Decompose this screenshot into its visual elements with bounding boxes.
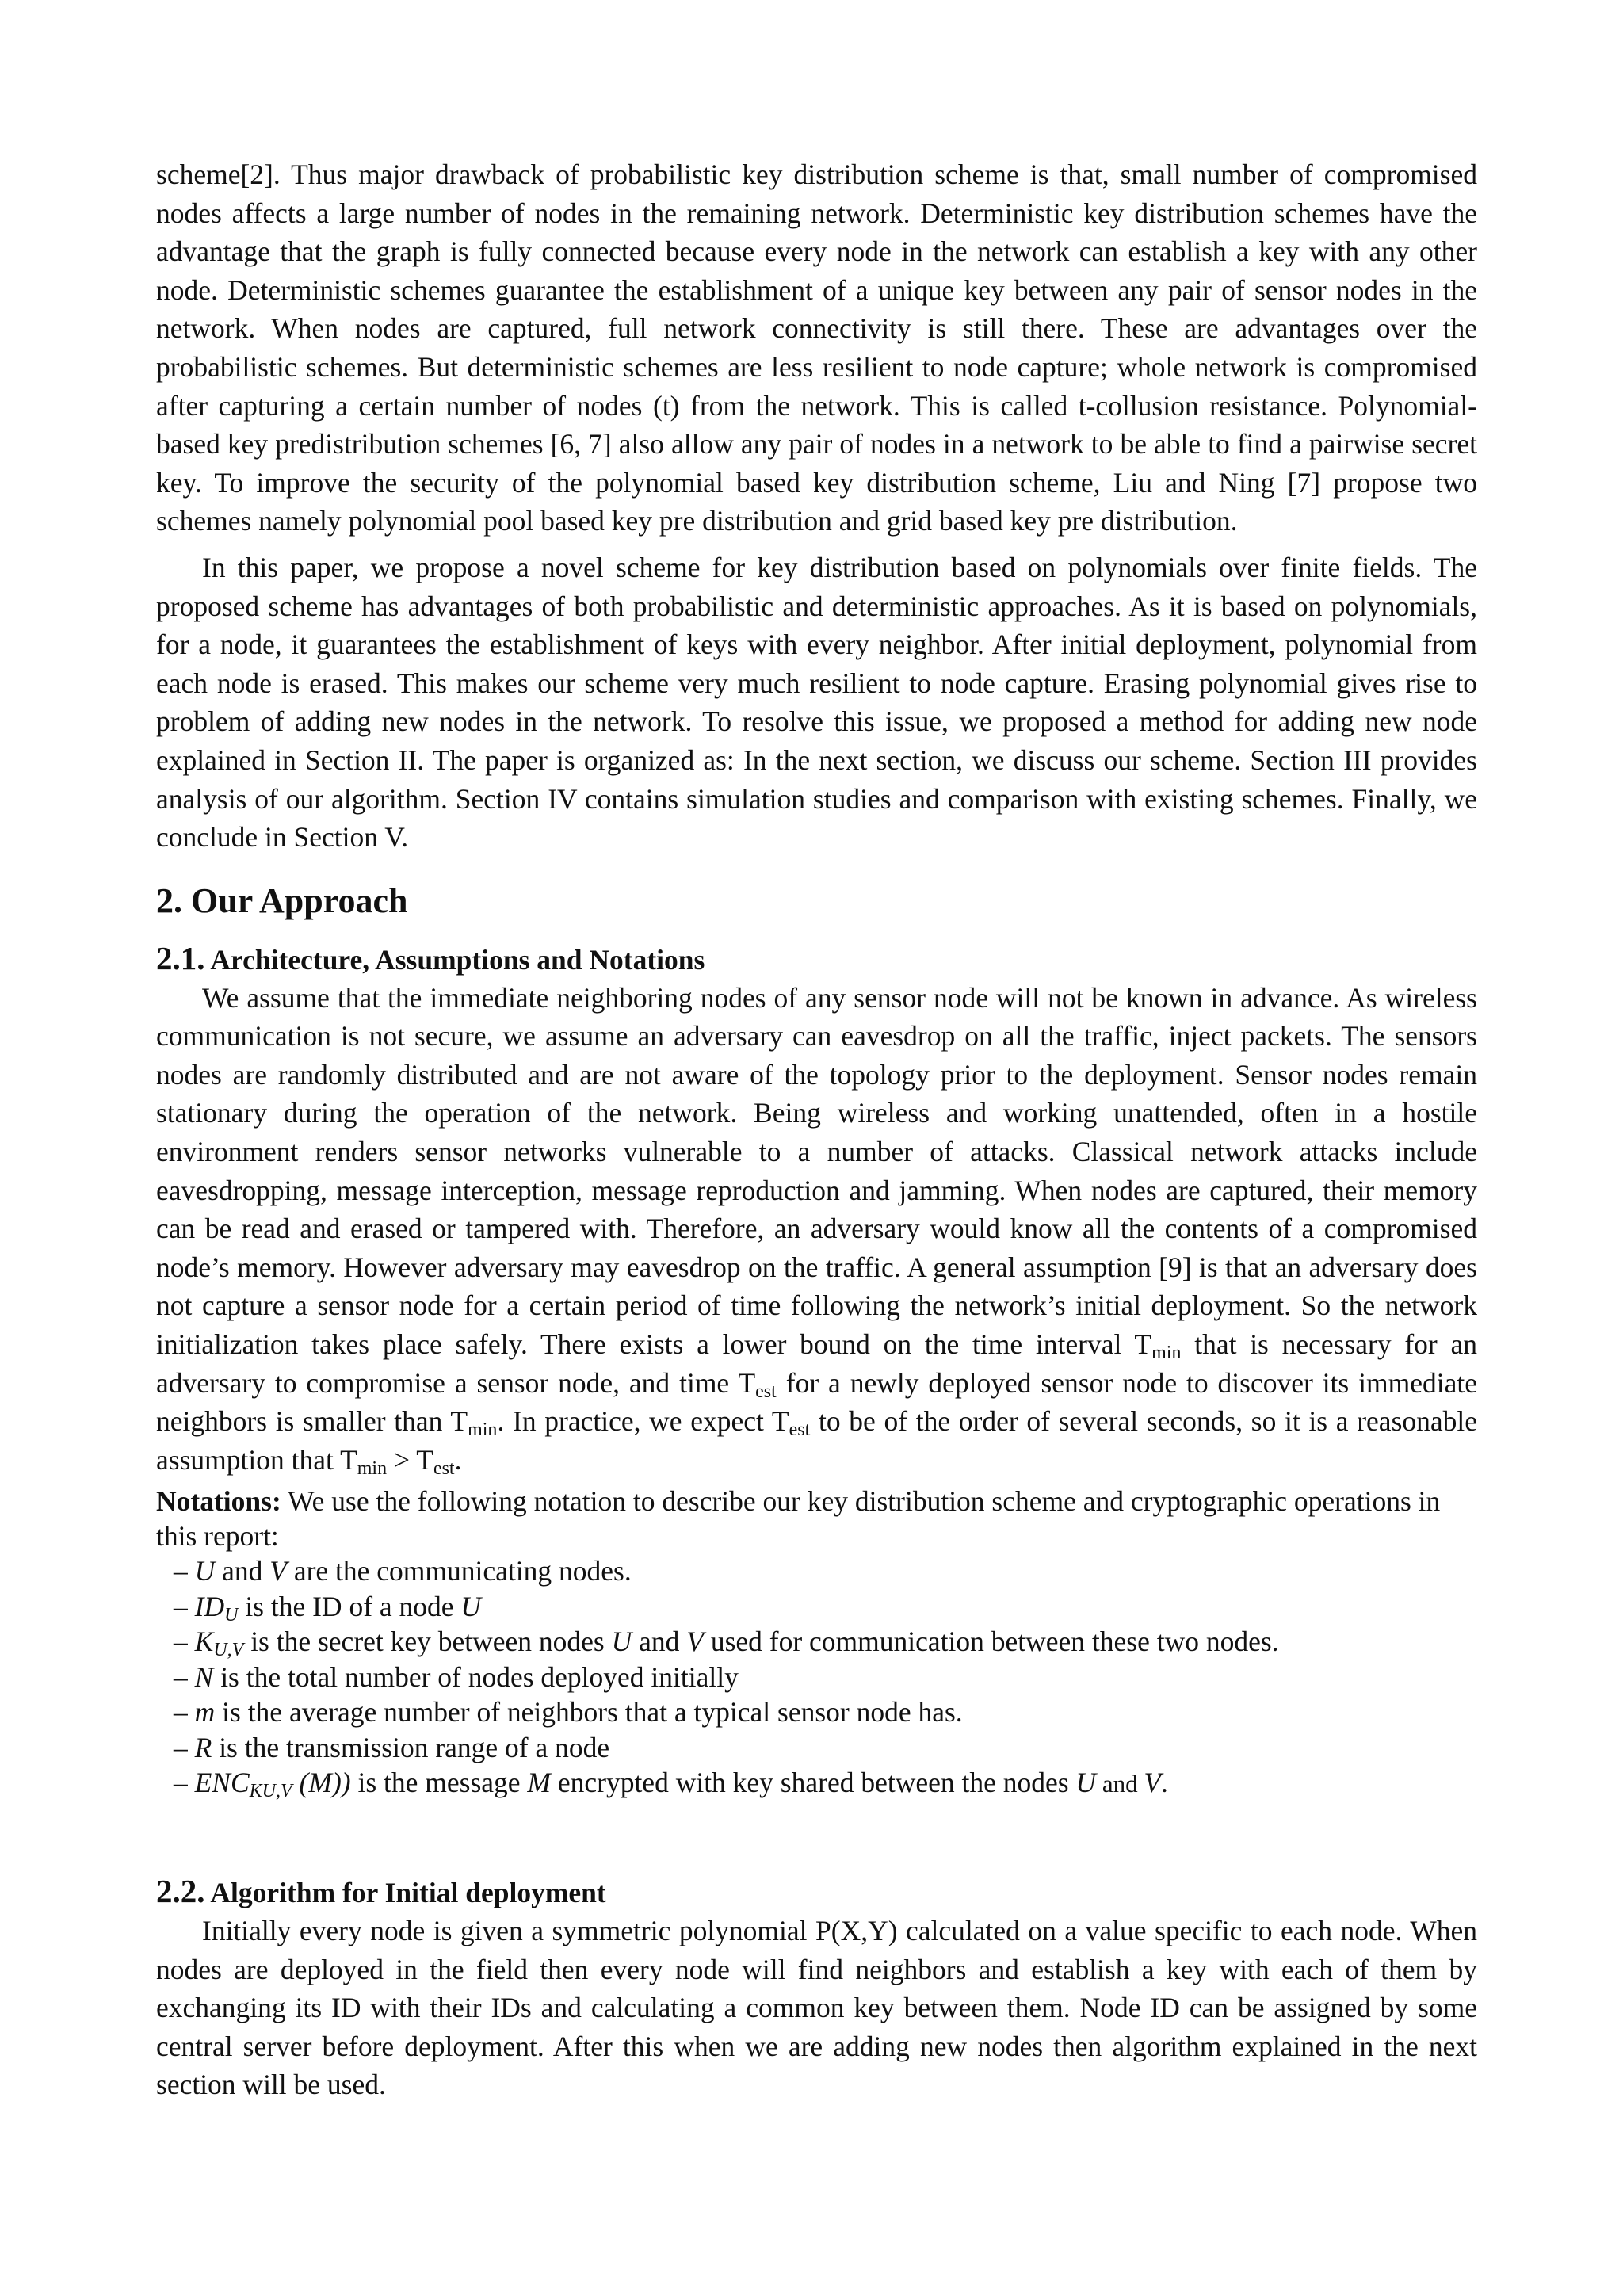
notation-list: [156, 1553, 1477, 1802]
paragraph-intro-2: In this paper, we propose a novel scheme for key distribution based on polynomials over finite fields. The proposed scheme has advantages of both probabilistic and deterministic approaches. As it is based on polynomials, for a node, it guarantees the establishment of keys with every neighbor. After initial deployment, polynomial from each node is erased. This makes our scheme very much resilient to node capture. Erasing polynomial gives rise to problem of adding new nodes in the network. To resolve this issue, we proposed a method for adding new node explained in Section II. The paper is organized as: In the next section, we discuss our scheme. Section III provides analysis of our algorithm. Section IV contains simulation studies and comparison with existing schemes. Finally, we conclude in Section V.: [156, 551, 1477, 854]
notation-item: – U and V are the communicating nodes.: [174, 1555, 632, 1587]
notations-intro: Notations: We use the following notation to describe our key distribution scheme and cryptographic operations in this report:: [156, 1485, 1441, 1553]
subsection-number: 2.2.: [156, 1872, 205, 1909]
subsection-heading-algorithm: [156, 1872, 1477, 1912]
notation-item: – $ENC_{KU,V}$ (M)) is the message M encrypted with key shared between the nodes U and V.: [174, 1767, 1168, 1802]
notation-item: – $K_{U,V}$ is the secret key between nodes U and V used for communication between these two nodes.: [174, 1626, 1279, 1661]
subsection-heading-architecture: [156, 939, 1477, 979]
subsection-title: Architecture, Assumptions and Notations: [210, 943, 705, 976]
notations-label: Notations:: [156, 1485, 281, 1518]
section-title: Our Approach: [191, 881, 408, 920]
notation-item: – $ID_U$ is the ID of a node U: [174, 1590, 482, 1626]
notation-item: – N is the total number of nodes deployed initially: [174, 1660, 739, 1693]
subsection-number: 2.1.: [156, 939, 205, 976]
subsection-title: Algorithm for Initial deployment: [210, 1876, 606, 1908]
paragraph-intro-1: scheme[2]. Thus major drawback of probabilistic key distribution scheme is that, small number of compromised nodes affects a large number of nodes in the remaining network. Deterministic key distribution schemes have the advantage that the graph is fully connected because every node in the network can establish a key with any other node. Deterministic schemes guarantee the establishment of a unique key between any pair of sensor nodes in the network. When nodes are captured, full network connectivity is still there. These are advantages over the probabilistic schemes. But deterministic schemes are less resilient to node capture; whole network is compromised after capturing a certain number of nodes (t) from the network. This is called t-collusion resistance. Polynomial-based key predistribution schemes [6, 7] also allow any pair of nodes in a network to be able to find a pairwise secret key. To improve the security of the polynomial based key distribution scheme, Liu and Ning [7] propose two schemes namely polynomial pool based key pre distribution and grid based key pre distribution.: [156, 159, 1477, 537]
paragraph-architecture: We assume that the immediate neighboring nodes of any sensor node will not be known in advance. As wireless communication is not secure, we assume an adversary can eavesdrop on all the traffic, inject packets. The sensors nodes are randomly distributed and are not aware of the topology prior to the deployment. Sensor nodes remain stationary during the operation of the network. Being wireless and working unattended, often in a hostile environment renders sensor networks vulnerable to a number of attacks. Classical network attacks include eavesdropping, message interception, message reproduction and jamming. When nodes are captured, their memory can be read and erased or tampered with. Therefore, an adversary would know all the contents of a compromised node’s memory. However adversary may eavesdrop on the traffic. A general assumption [9] is that an adversary does not capture a sensor node for a certain period of time following the network’s initial deployment. So the network initialization takes place safely. There exists a lower bound on the time interval $T_{min}$ that is necessary for an adversary to compromise a sensor node, and time $T_{est}$ for a newly deployed sensor node to discover its immediate neighbors is smaller than $T_{min}$. In practice, we expect $T_{est}$ to be of the order of several seconds, so it is a reasonable assumption that $T_{min} > T_{est}$.: [156, 981, 1478, 1479]
section-heading-our-approach: [156, 877, 1477, 925]
notation-item: – R is the transmission range of a node: [174, 1731, 610, 1763]
section-number: 2.: [156, 881, 182, 920]
paragraph-algorithm: Initially every node is given a symmetric polynomial P(X,Y) calculated on a value specific to each node. When nodes are deployed in the field then every node will find neighbors and establish a key with each of them by exchanging its ID with their IDs and calculating a common key between them. Node ID can be assigned by some central server before deployment. After this when we are adding new nodes then algorithm explained in the next section will be used.: [156, 1914, 1477, 2101]
notation-item: – m is the average number of neighbors that a typical sensor node has.: [174, 1696, 963, 1729]
page-body: [156, 155, 1477, 2104]
